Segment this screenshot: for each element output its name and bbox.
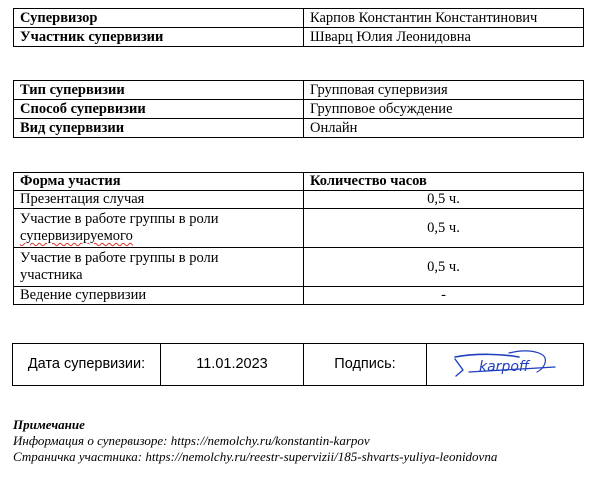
- note-title: Примечание: [13, 417, 85, 432]
- date-label: Дата супервизии:: [13, 344, 161, 386]
- form-line: Участие в работе группы в роли: [20, 250, 219, 266]
- table-row: [14, 191, 584, 209]
- supervision-kind-row: [14, 119, 584, 138]
- form-cell: Ведение супервизии: [14, 287, 304, 305]
- hours-table: [13, 172, 584, 305]
- supervisor-row: [14, 9, 584, 28]
- form-cell: Презентация случая: [14, 191, 304, 209]
- hours-cell: 0,5 ч.: [304, 191, 584, 209]
- col-hours-header: Количество часов: [304, 173, 584, 191]
- supervisor-value: Карпов Константин Константинович: [304, 9, 584, 28]
- hours-cell: 0,5 ч.: [304, 209, 584, 248]
- hours-header-row: [14, 173, 584, 191]
- supervision-type-row: [14, 81, 584, 100]
- col-form-header: Форма участия: [14, 173, 304, 191]
- participant-value: Шварц Юлия Леонидовна: [304, 28, 584, 47]
- supervision-info-table: [13, 80, 584, 138]
- supervision-type-label: Тип супервизии: [14, 81, 304, 100]
- signature-image: [449, 348, 561, 382]
- signature-text: karpoff: [479, 358, 529, 375]
- note-participant-link: Страничка участника: https://nemolchy.ru/reestr-supervizii/185-shvarts-yuliya-leonidovna: [13, 449, 498, 464]
- date-value: 11.01.2023: [161, 344, 304, 386]
- supervision-type-value: Групповая супервизия: [304, 81, 584, 100]
- participants-table: [13, 8, 584, 47]
- participant-row: [14, 28, 584, 47]
- form-cell: [14, 209, 304, 248]
- form-cell: [14, 248, 304, 287]
- table-row: [14, 248, 584, 287]
- signature-row: [13, 344, 584, 386]
- table-row: [14, 209, 584, 248]
- form-line: Участие в работе группы в роли: [20, 211, 219, 227]
- hours-cell: -: [304, 287, 584, 305]
- hours-cell: 0,5 ч.: [304, 248, 584, 287]
- note-block: [13, 417, 588, 465]
- supervision-kind-value: Онлайн: [304, 119, 584, 138]
- supervision-method-row: [14, 100, 584, 119]
- supervision-method-value: Групповое обсуждение: [304, 100, 584, 119]
- signature-cell: [427, 344, 584, 386]
- supervision-method-label: Способ супервизии: [14, 100, 304, 119]
- note-supervisor-link: Информация о супервизоре: https://nemolchy.ru/konstantin-karpov: [13, 433, 370, 448]
- form-line-misspelled: супервизируемого: [20, 228, 133, 244]
- supervisor-label: Супервизор: [14, 9, 304, 28]
- form-line: участника: [20, 267, 83, 283]
- signature-table: [12, 343, 584, 386]
- participant-label: Участник супервизии: [14, 28, 304, 47]
- table-row: [14, 287, 584, 305]
- signature-label: Подпись:: [304, 344, 427, 386]
- supervision-kind-label: Вид супервизии: [14, 119, 304, 138]
